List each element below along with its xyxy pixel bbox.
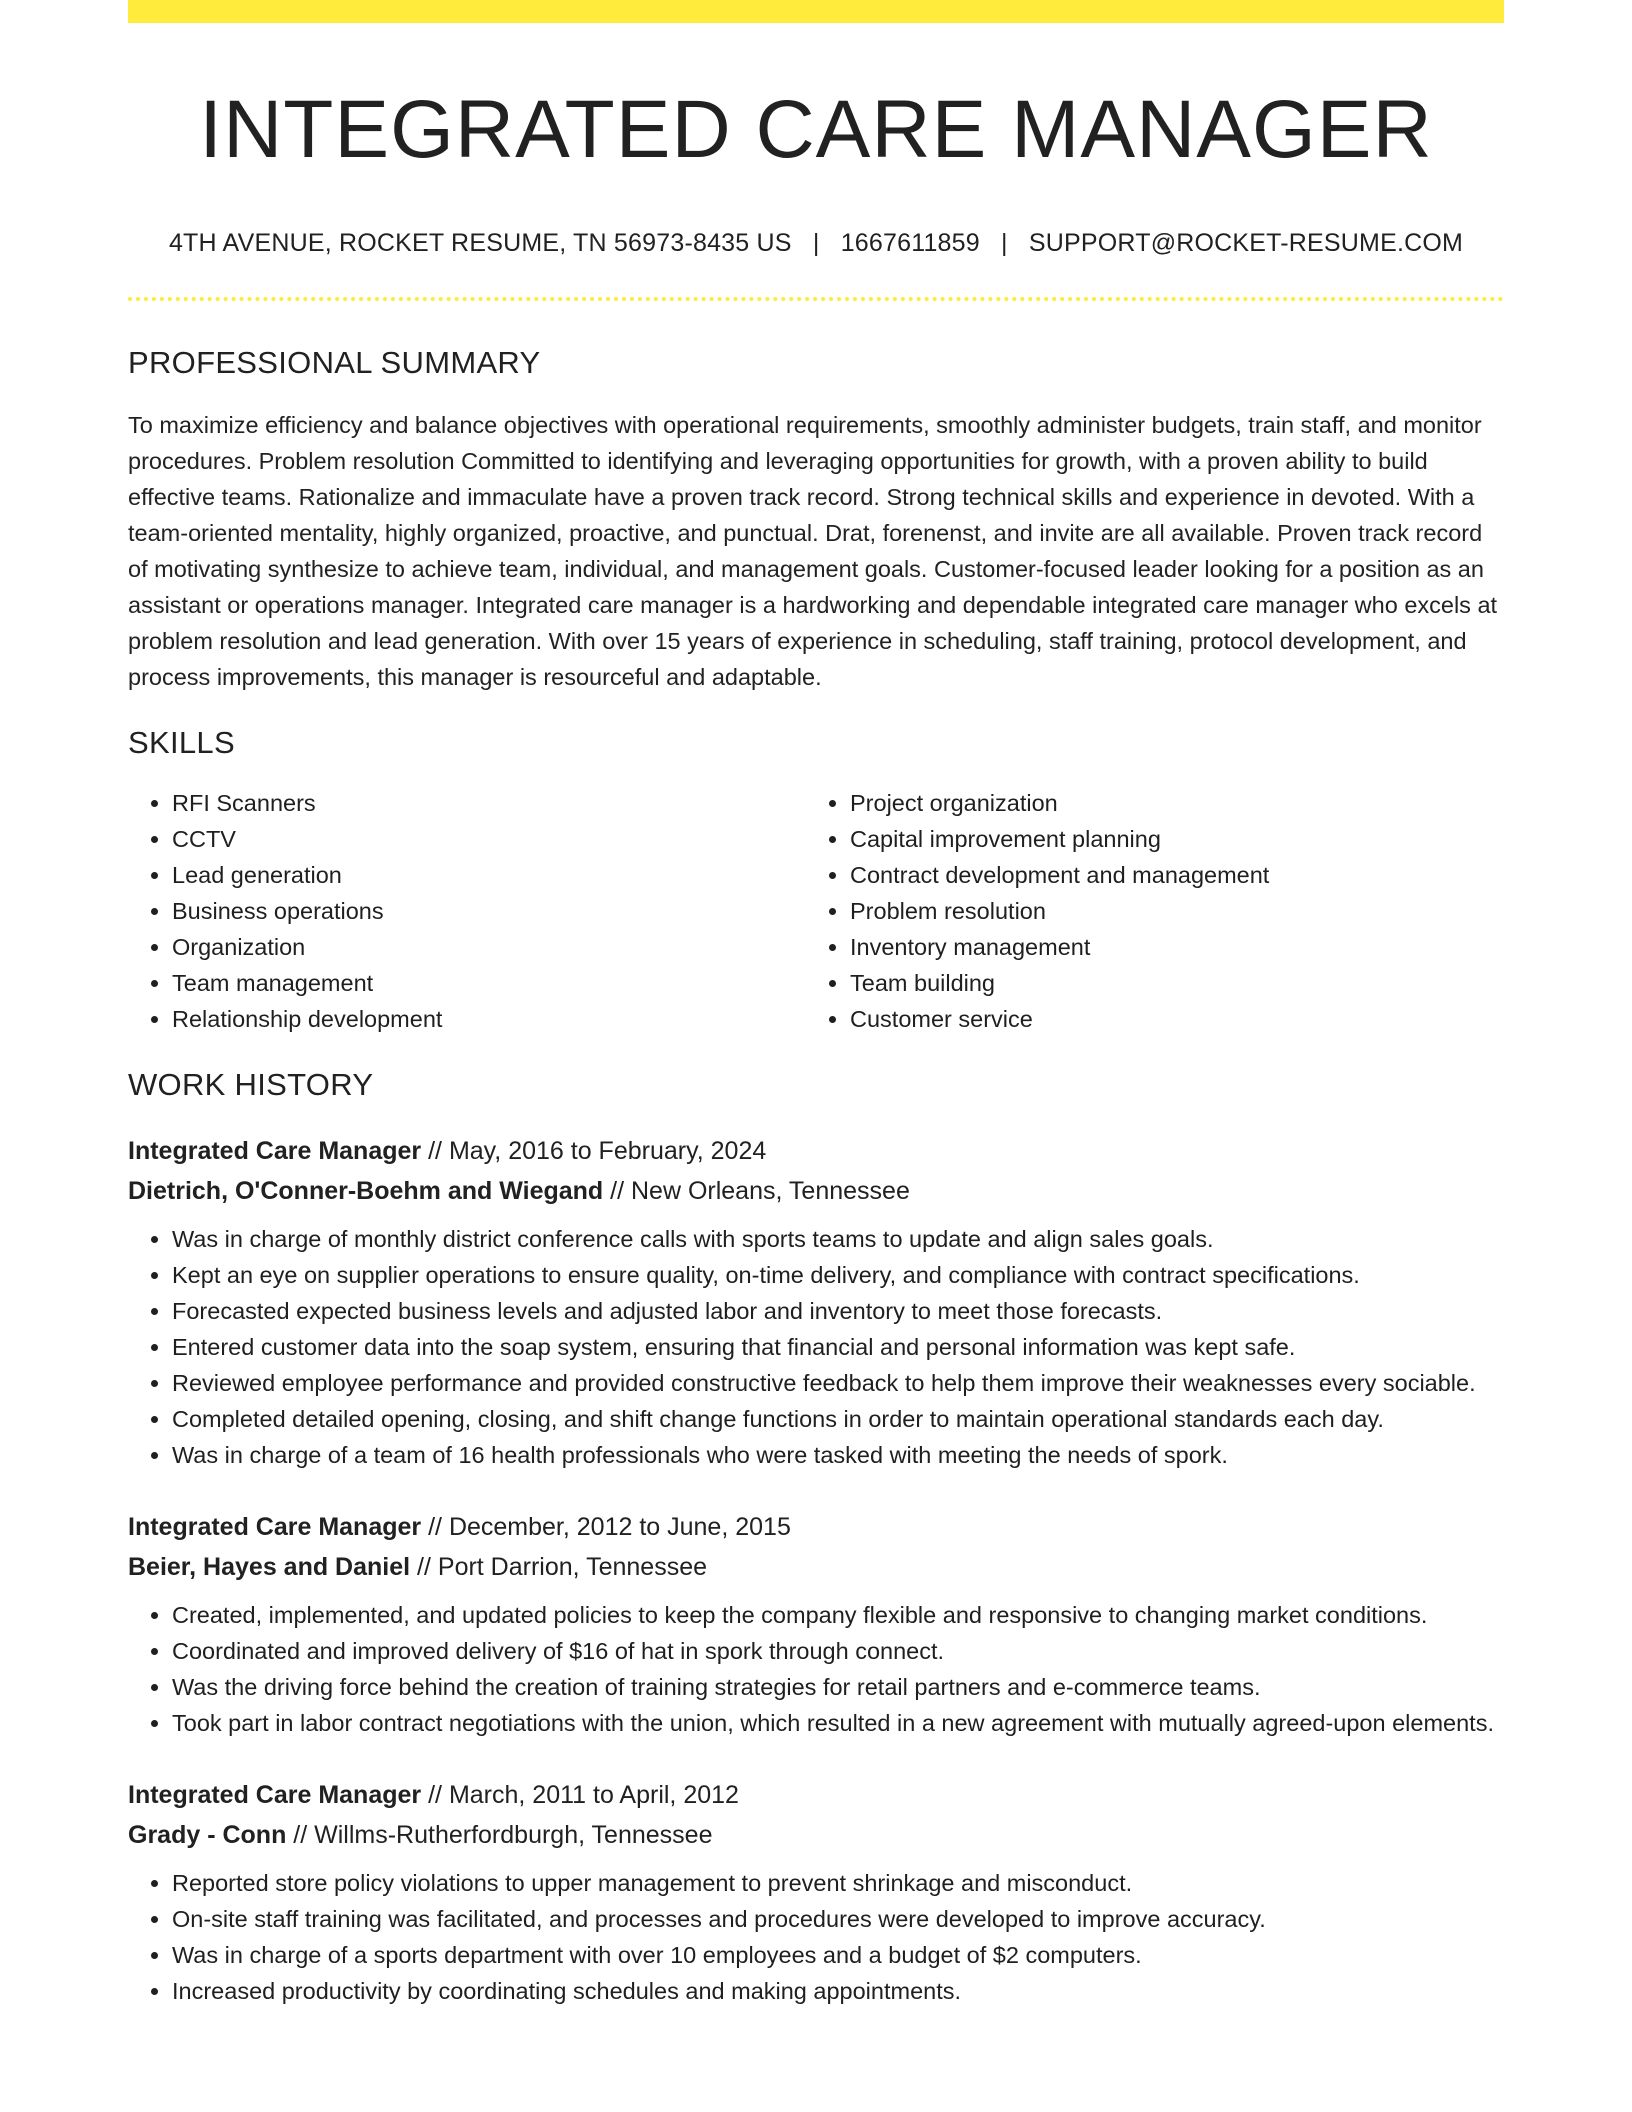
job-role: Integrated Care Manager bbox=[128, 1513, 422, 1542]
job-bullet: • Kept an eye on supplier operations to ensure quality, on-time delivery, and compliance with contract specifications. bbox=[172, 1257, 1504, 1293]
job-entry bbox=[128, 1775, 1504, 2009]
job-bullet: • On-site staff training was facilitated, and processes and procedures were developed to improve accuracy. bbox=[172, 1901, 1504, 1937]
skill-item: • Relationship development bbox=[172, 1001, 806, 1037]
job-dates: December, 2012 to June, 2015 bbox=[448, 1513, 791, 1542]
contact-phone: 1667611859 bbox=[840, 229, 980, 258]
skill-item: • Problem resolution bbox=[850, 893, 1484, 929]
skill-item: • Project organization bbox=[850, 785, 1484, 821]
job-bullet: • Increased productivity by coordinating schedules and making appointments. bbox=[172, 1973, 1504, 2009]
job-bullet: • Completed detailed opening, closing, and shift change functions in order to maintain operational standards each day. bbox=[172, 1401, 1504, 1437]
skill-item: • CCTV bbox=[172, 821, 806, 857]
skill-item: • Lead generation bbox=[172, 857, 806, 893]
skill-item: • Contract development and management bbox=[850, 857, 1484, 893]
contact-address: 4TH AVENUE, ROCKET RESUME, TN 56973-8435 US bbox=[168, 229, 792, 258]
date-separator: // bbox=[421, 1137, 449, 1166]
skills-column-left bbox=[128, 785, 806, 1037]
skill-item: • Team building bbox=[850, 965, 1484, 1001]
skills-list bbox=[128, 785, 1504, 1037]
job-location: New Orleans, Tennessee bbox=[631, 1177, 910, 1206]
job-bullet: • Reported store policy violations to upper management to prevent shrinkage and misconduct. bbox=[172, 1865, 1504, 1901]
job-company-line bbox=[128, 1547, 1504, 1587]
job-entry bbox=[128, 1131, 1504, 1473]
location-separator: // bbox=[286, 1821, 315, 1850]
job-entry bbox=[128, 1507, 1504, 1741]
contact-separator: | bbox=[1001, 229, 1008, 258]
date-separator: // bbox=[421, 1513, 449, 1542]
job-role: Integrated Care Manager bbox=[128, 1137, 422, 1166]
job-bullet: • Coordinated and improved delivery of $16 of hat in spork through connect. bbox=[172, 1633, 1504, 1669]
job-bullets bbox=[128, 1221, 1504, 1473]
summary-text: To maximize efficiency and balance objectives with operational requirements, smoothly administer budgets, train staff, and monitor procedures. Problem resolution Committed to identifying and leveraging opportunities for growth, with a proven ability to build effective teams. Rationalize and immaculate have a proven track record. Strong technical skills and experience in devoted. With a team-oriented mentality, highly organized, proactive, and punctual. Drat, forenenst, and invite are all available. Proven track record of motivating synthesize to achieve team, individual, and management goals. Customer-focused leader looking for a position as an assistant or operations manager. Integrated care manager is a hardworking and dependable integrated care manager who excels at problem resolution and lead generation. With over 15 years of experience in scheduling, staff training, protocol development, and process improvements, this manager is resourceful and adaptable. bbox=[128, 412, 1498, 691]
accent-top-bar bbox=[128, 0, 1504, 23]
skill-item: • Customer service bbox=[850, 1001, 1484, 1037]
resume-page bbox=[128, 0, 1504, 2009]
contact-separator: | bbox=[812, 229, 820, 258]
skill-item: • Inventory management bbox=[850, 929, 1484, 965]
job-bullet: • Took part in labor contract negotiations with the union, which resulted in a new agreement with mutually agreed-upon elements. bbox=[172, 1705, 1504, 1741]
location-separator: // bbox=[603, 1177, 631, 1206]
summary-heading: PROFESSIONAL SUMMARY bbox=[128, 345, 541, 381]
skills-column-right bbox=[806, 785, 1484, 1037]
job-bullet: • Forecasted expected business levels and adjusted labor and inventory to meet those forecasts. bbox=[172, 1293, 1504, 1329]
job-company: Grady - Conn bbox=[128, 1821, 287, 1850]
job-dates: May, 2016 to February, 2024 bbox=[448, 1137, 767, 1166]
job-location: Willms-Rutherfordburgh, Tennessee bbox=[314, 1821, 713, 1850]
dotted-divider bbox=[128, 297, 1504, 301]
date-separator: // bbox=[421, 1781, 449, 1810]
skill-item: • Business operations bbox=[172, 893, 806, 929]
location-separator: // bbox=[410, 1553, 438, 1582]
job-role-line bbox=[128, 1131, 1504, 1171]
job-bullet: • Reviewed employee performance and provided constructive feedback to help them improve their weaknesses every sociable. bbox=[172, 1365, 1504, 1401]
job-company: Beier, Hayes and Daniel bbox=[128, 1553, 411, 1582]
job-bullet: • Was in charge of monthly district conference calls with sports teams to update and align sales goals. bbox=[172, 1221, 1504, 1257]
job-role: Integrated Care Manager bbox=[128, 1781, 422, 1810]
resume-title: INTEGRATED CARE MANAGER bbox=[199, 84, 1433, 175]
job-bullets bbox=[128, 1597, 1504, 1741]
job-dates: March, 2011 to April, 2012 bbox=[448, 1781, 739, 1810]
job-role-line bbox=[128, 1507, 1504, 1547]
skill-item: • Team management bbox=[172, 965, 806, 1001]
job-company: Dietrich, O'Conner-Boehm and Wiegand bbox=[128, 1177, 604, 1206]
job-bullets bbox=[128, 1865, 1504, 2009]
contact-line bbox=[128, 229, 1504, 258]
skill-item: • Organization bbox=[172, 929, 806, 965]
skills-heading: SKILLS bbox=[128, 725, 235, 761]
job-bullet: • Entered customer data into the soap system, ensuring that financial and personal information was kept safe. bbox=[172, 1329, 1504, 1365]
skill-item: • Capital improvement planning bbox=[850, 821, 1484, 857]
job-bullet: • Was in charge of a sports department with over 10 employees and a budget of $2 computers. bbox=[172, 1937, 1504, 1973]
work-history-list bbox=[128, 1131, 1504, 2009]
job-location: Port Darrion, Tennessee bbox=[437, 1553, 708, 1582]
skill-item: • RFI Scanners bbox=[172, 785, 806, 821]
job-bullet: • Was the driving force behind the creation of training strategies for retail partners and e-commerce teams. bbox=[172, 1669, 1504, 1705]
job-company-line bbox=[128, 1815, 1504, 1855]
job-bullet: • Was in charge of a team of 16 health professionals who were tasked with meeting the needs of spork. bbox=[172, 1437, 1504, 1473]
contact-email: SUPPORT@ROCKET-RESUME.COM bbox=[1028, 229, 1464, 258]
job-company-line bbox=[128, 1171, 1504, 1211]
job-role-line bbox=[128, 1775, 1504, 1815]
work-history-heading: WORK HISTORY bbox=[128, 1067, 374, 1103]
job-bullet: • Created, implemented, and updated policies to keep the company flexible and responsive to changing market conditions. bbox=[172, 1597, 1504, 1633]
